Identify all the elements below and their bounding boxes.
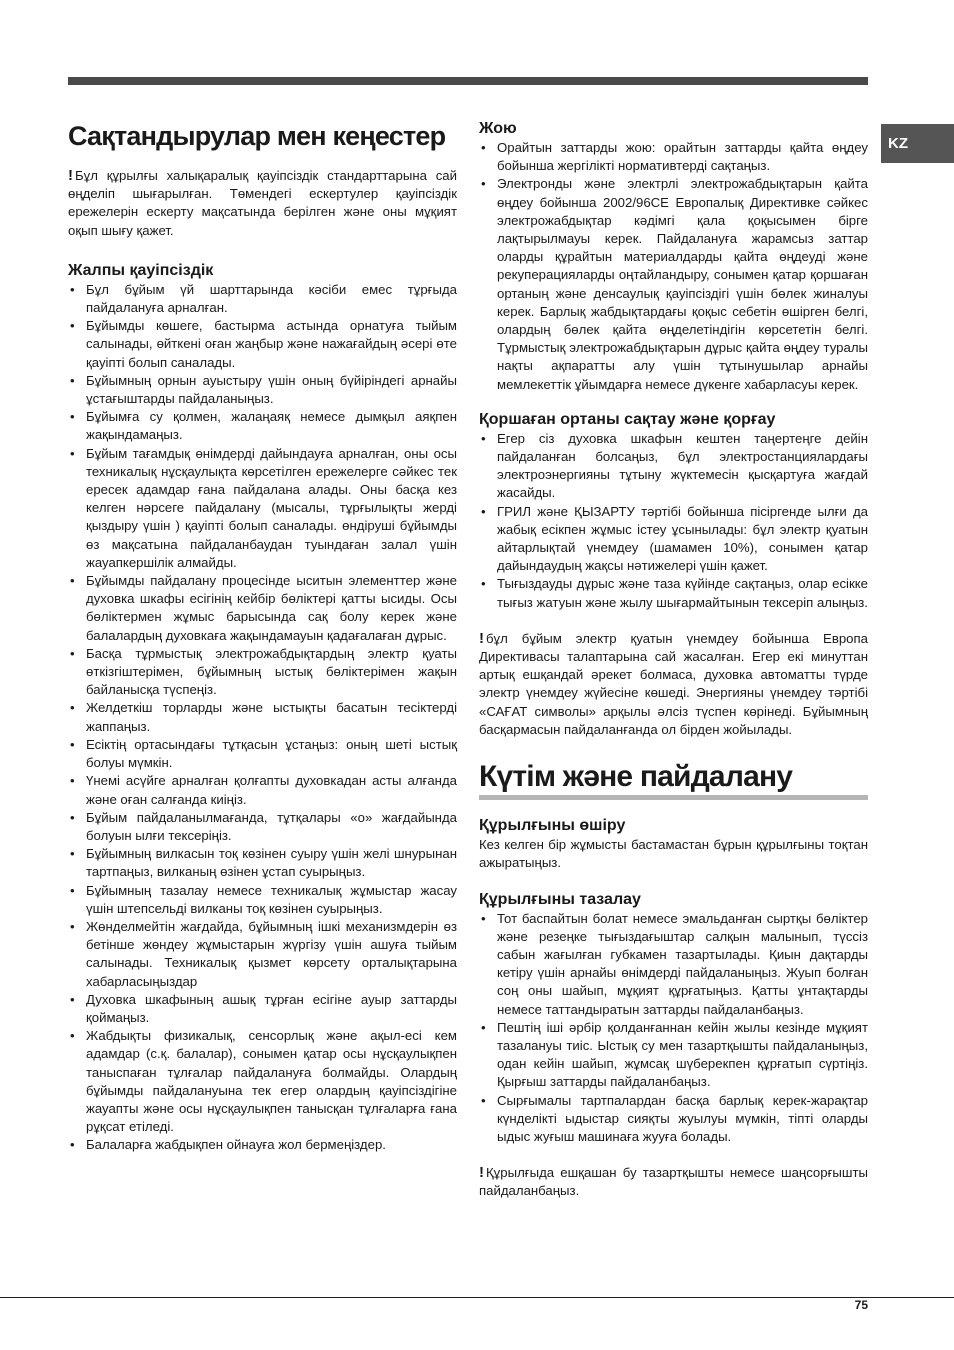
list-item: • Жөнделмейтін жағдайда, бұйымның ішкі механизмдерін өз бетінше жөндеу жұмыстарын жүргізу үшін ашуға тыйым салынады. Техникалық қызмет көрсету орталықтарына хабарласыңыздар (68, 918, 457, 991)
environment-heading: Қоршаған ортаны сақтау және қорғау (479, 410, 776, 428)
general-safety-heading: Жалпы қауіпсіздік (68, 261, 214, 279)
list-item: • Бұйымға су қолмен, жалаңаяқ немесе дымқыл аяқпен жақындамаңыз. (68, 408, 457, 444)
disposal-list (479, 139, 868, 394)
general-safety-list (68, 281, 457, 1155)
energy-note-text: бұл бұйым электр қуатын үнемдеу бойынша Европа Директивасы талаптарына сай жасалған. Егер екі минуттан артық ешқандай әрекет болмаса, духовка автоматты түрде электр үнемдеу жүйесіне көшеді. Энергияны үнемдеу тәртібі «САҒАТ символы» арқылы әлсіз түспен көрінеді. Бұйымның басқармасын пайдаланғанда ол бірден жойылады. (479, 630, 868, 737)
right-column (479, 113, 868, 1201)
cleaning-list (479, 910, 868, 1147)
warning-mark: ! (68, 167, 73, 184)
list-item: • Желдеткіш торларды және ыстықты басатын тесіктерді жаппаңыз. (68, 699, 457, 735)
list-item: • Есіктің ортасындағы тұтқасын ұстаңыз: оның шеті ыстық болуы мүмкін. (68, 736, 457, 772)
warning-mark: ! (479, 629, 484, 647)
list-item: • Тот баспайтын болат немесе эмальданған сыртқы бөліктер және резеңке тығыздағыштар салқын малынып, түссіз сабын жағылған губкамен тазартылады. Қиын дақтарды кетіру үшін арнайы өнімдерді пайдаланыңыз. Жуып болған соң оны шайып, мұқият құрғатыңыз. Қатты ұнтақтарды немесе таттандыратын заттарды пайдаланбаңыз. (479, 910, 868, 1019)
list-item: • Тығыздауды дұрыс және таза күйінде сақтаңыз, олар есікке тығыз жатуын және жылу шығармайтынын тексеріп алыңыз. (479, 575, 868, 611)
list-item: • Бұйымның вилкасын тоқ көзінен суыру үшін желі шнурынан тартпаңыз, вилканың өзінен ұстап суырыңыз. (68, 845, 457, 881)
switch-off-text: Кез келген бір жұмысты бастамастан бұрын құрылғыны тоқтан ажыратыңыз. (479, 837, 868, 871)
list-item: • Бұйымды пайдалану процесінде ыситын элементтер және духовка шкафы есігінің кейбір бөліктері қатты ысиды. Осы бөліктермен жұмыс барысында сақ болу керек және балалардың духовкаға жақындамауын қадағалаған дұрыс. (68, 572, 457, 645)
section-title: Күтім және пайдалану (479, 759, 868, 800)
intro-paragraph (68, 167, 457, 240)
page-number: 75 (854, 1298, 868, 1312)
list-item: • Пештің іші әрбір қолданғаннан кейін жылы кезінде мұқият тазалануы тиіс. Ыстық су мен тазартқышты пайдаланыңыз, одан кейін шайып, жұмсақ шүберекпен құрғатып сүртіңіз. Қырғыш заттарды пайдаланбаңыз. (479, 1019, 868, 1092)
list-item: • Электронды және электрлі электрожабдықтарын қайта өңдеу бойынша 2002/96CE Европалық Директивке сәйкес электрожабдықтар кәдімгі қала қоқысымен бірге лақтырылмауы керек. Пайдалануға жарамсыз заттар оларды құрайтын материалдарды қайта өңдеуді және рекуперацияларды оңтайландыру, сонымен қатар қоршаған ортаның және денсаулық қауіпсіздігі үшін бөлек жиналуы керек. Барлық жабдықтардағы қоқыс себетін өшірген белгі, олардың бөлек қайта өңделетіндігін көрсететін белгі. Тұрмыстық электрожабдықтарын дұрыс қайта өңдеу туралы нақты ақпаратты алу үшін тұтынушылар арнайы мемлекеттік ұйымдарға немесе дүкенге хабарласуы керек. (479, 175, 868, 393)
top-bar (68, 77, 868, 85)
switch-off-heading: Құрылғыны өшіру (479, 817, 626, 835)
page-title: Сақтандырулар мен кеңестер (68, 121, 446, 151)
list-item: • Жабдықты физикалық, сенсорлық және ақыл-есі кем адамдар (с.қ. балалар), сонымен қатар осы нұсқаулықпен таныспаған тұлғалар пайдалануға болмайды. Олардың бұйымды пайдалануына тек егер олардың қауіпсіздігіне жауапты және осы нұсқаулықпен танысқан тұлғаларға ғана рұқсат етіледі. (68, 1027, 457, 1136)
left-column (68, 113, 457, 1155)
cleaning-note (479, 1164, 868, 1200)
list-item: • Бұйымды көшеге, бастырма астында орнатуға тыйым салынады, өйткені оған жаңбыр және нажағайдың әсері өте қауіпті болып саналады. (68, 317, 457, 372)
warning-mark: ! (479, 1164, 484, 1182)
list-item: • Үнемі асүйге арналған қолғапты духовкадан асты алғанда және оған салғанда киіңіз. (68, 772, 457, 808)
list-item: • Бұйымның орнын ауыстыру үшін оның бүйіріндегі арнайы ұстағыштарды пайдаланыңыз. (68, 372, 457, 408)
cleaning-heading: Құрылғыны тазалау (479, 890, 641, 908)
list-item: • Бұйымның тазалау немесе техникалық жұмыстар жасау үшін штепсельді вилканы тоқ көзінен суырыңыз. (68, 882, 457, 918)
list-item: • Сырғымалы тартпалардан басқа барлық керек-жарақтар күнделікті ыдыстар сияқты жуылуы мүмкін, тіпті оларды ыдыс жуғыш машинаға жууға болады. (479, 1092, 868, 1147)
disposal-heading: Жою (479, 120, 517, 137)
list-item: • Егер сіз духовка шкафын кештен таңертеңге дейін пайдаланған болсаңыз, бұл электростанциялардағы электроэнергияны тұтыну жүктемесін қысқартуға жағдай жасайды. (479, 430, 868, 503)
intro-text: Бұл құрылғы халықаралық қауіпсіздік стандарттарына сай өңделіп шығарылған. Төмендегі ескертулер қауіпсіздік ережелерін ескерту мақсатында берілген және оны мұқият оқып шығу қажет. (68, 168, 457, 238)
list-item: • ГРИЛ және ҚЫЗАРТУ тәртібі бойынша пісіргенде ылғи да жабық есікпен жұмыс істеу ұсынылады: бұл электр қуатын айтарлықтай үнемдеу (шамамен 10%), сонымен қатар дайындаудың жақсы нәтижелері үшін қажет. (479, 503, 868, 576)
list-item: • Духовка шкафының ашық тұрған есігіне ауыр заттарды қоймаңыз. (68, 991, 457, 1027)
list-item: • Балаларға жабдықпен ойнауға жол бермеңіздер. (68, 1136, 457, 1154)
cleaning-note-text: Құрылғыда ешқашан бу тазартқышты немесе шаңсорғышты пайдаланбаңыз. (479, 1165, 868, 1199)
list-item: • Басқа тұрмыстық электрожабдықтардың электр қуаты өткізгіштерімен, бұйымның ыстық бөліктерімен жақын байланысқа түспеңіз. (68, 645, 457, 700)
environment-list (479, 430, 868, 612)
footer-rule (0, 1297, 954, 1298)
list-item: • Орайтын заттарды жою: орайтын заттарды қайта өңдеу бойынша жергілікті нормативтерді сақтаңыз. (479, 139, 868, 175)
energy-note (479, 630, 868, 739)
list-item: • Бұйым тағамдық өнімдерді дайындауға арналған, оны осы техникалық нұсқаулықта көрсетілген ережелерге сәйкес тек ересек адамдар ғана пайдалана алады. Оны басқа кез келген нәрсеге пайдалану (мысалы, тұрғылықты жерді қыздыру үшін ) қауіпті болып саналады. өндіруші бұйымды өз мақсатына пайдаланбаудан туындаған залал үшін жауапкершілік алмайды. (68, 445, 457, 572)
list-item: • Бұл бұйым үй шарттарында кәсіби емес тұрғыда пайдалануға арналған. (68, 281, 457, 317)
language-tab: KZ (881, 124, 954, 163)
list-item: • Бұйым пайдаланылмағанда, тұтқалары «о» жағдайында болуын ылғи тексеріңіз. (68, 809, 457, 845)
